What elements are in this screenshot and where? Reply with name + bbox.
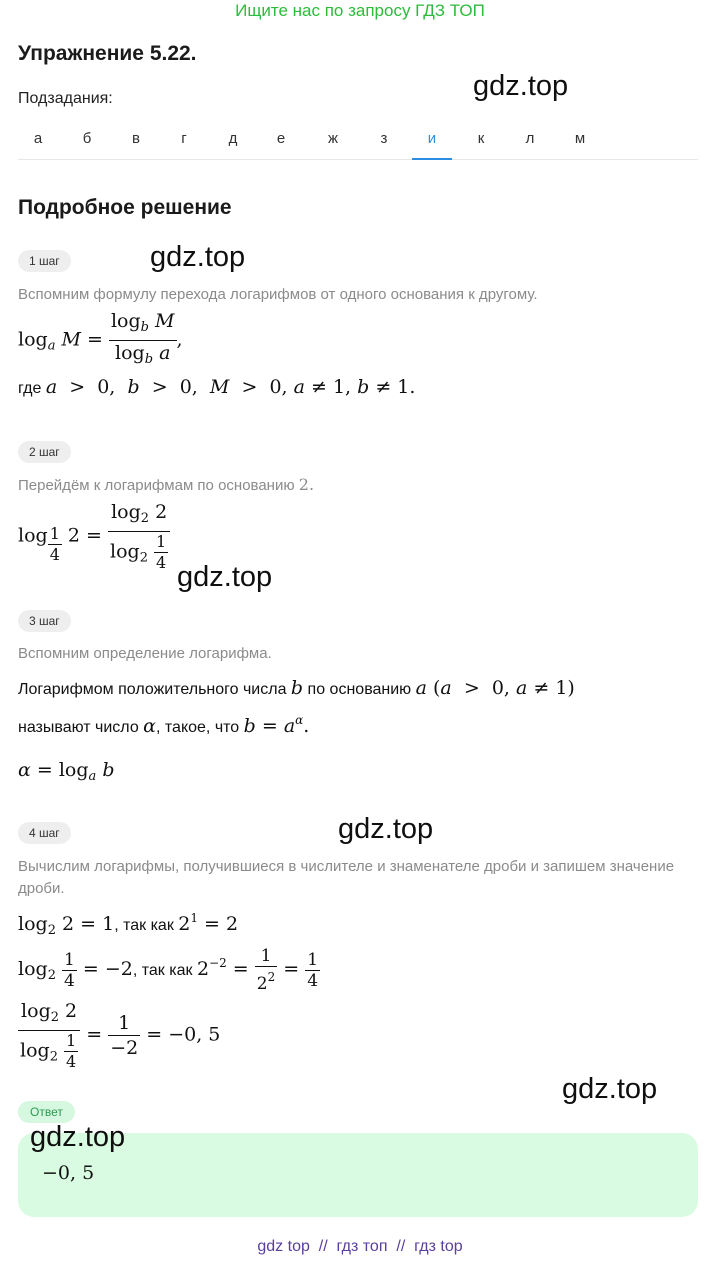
tab-b[interactable]: б bbox=[82, 130, 92, 147]
tab-d[interactable]: д bbox=[228, 130, 238, 147]
step-1-badge: 1 шаг bbox=[18, 250, 71, 272]
answer-badge: Ответ bbox=[18, 1101, 75, 1123]
subtasks-label: Подзадания: bbox=[18, 90, 113, 107]
log2-quarter-line: $\log_2$ $\frac{1}{4}$ = −2, так как $2^{-2}$ = $\frac{1}{2^2}$ = $\frac{1}{4}$ bbox=[18, 946, 319, 994]
log-change-base-formula: $\log_a M$ = $\frac{\log_b M}{\log_b a}$ , bbox=[18, 310, 183, 367]
step-4-hint: Вычислим логарифмы, получившиеся в числителе и знаменателе дроби и запишем значение дроби. bbox=[18, 858, 675, 897]
step-3-hint: Вспомним определение логарифма. bbox=[18, 645, 272, 662]
tab-v[interactable]: в bbox=[132, 130, 140, 147]
watermark: gdz.top bbox=[338, 813, 434, 845]
solution-title: Подробное решение bbox=[18, 196, 232, 219]
log2-2-line: $\log_2 2 = 1$, так как $2^1 = 2$ bbox=[18, 911, 239, 938]
log-definition-line-1: Логарифмом положительного числа b по основанию a (a > 0, a ≠ 1) bbox=[18, 677, 575, 699]
tab-z[interactable]: з bbox=[380, 130, 388, 147]
subtask-tabs bbox=[18, 124, 698, 160]
tab-a[interactable]: а bbox=[33, 130, 43, 147]
watermark: gdz.top bbox=[150, 241, 246, 273]
fraction-result: $\log_2 2$ $\log_2$ $\frac{1}{4}$ = $\frac{1}{-2}$ = −0, 5 bbox=[20, 1000, 221, 1071]
step-2-badge: 2 шаг bbox=[18, 441, 71, 463]
tab-e[interactable]: е bbox=[276, 130, 286, 147]
watermark: gdz.top bbox=[562, 1073, 658, 1105]
footer-links[interactable]: gdz top // гдз топ // гдз top bbox=[257, 1238, 463, 1255]
step-1-hint: Вспомним формулу перехода логарифмов от одного основания к другому. bbox=[18, 286, 538, 303]
alpha-equals-log: $\alpha = \log_a b$ bbox=[18, 759, 115, 784]
answer-value: −0, 5 bbox=[42, 1162, 95, 1184]
step-4-badge: 4 шаг bbox=[18, 822, 71, 844]
watermark: gdz.top bbox=[473, 70, 569, 102]
where-text: где bbox=[18, 380, 42, 397]
watermark: gdz.top bbox=[177, 561, 273, 593]
step-2-formula: log $\frac{1}{4}$ 2 = $\log_2 2$ $\log_2$ $\frac{1}{4}$ bbox=[18, 500, 170, 573]
tab-g[interactable]: г bbox=[181, 130, 187, 147]
top-banner: Ищите нас по запросу ГДЗ ТОП bbox=[235, 1, 485, 20]
watermark: gdz.top bbox=[30, 1121, 126, 1153]
log-definition-line-2: называют число α, такое, что $b = a^\alpha$. bbox=[18, 713, 310, 737]
tab-l[interactable]: л bbox=[525, 130, 535, 147]
tab-k[interactable]: к bbox=[477, 130, 485, 147]
tab-i[interactable]: и bbox=[412, 124, 452, 160]
tab-zh[interactable]: ж bbox=[327, 130, 339, 147]
step-2-hint: Перейдём к логарифмам по основанию 2. bbox=[18, 475, 315, 494]
tab-m[interactable]: м bbox=[574, 130, 586, 147]
exercise-title: Упражнение 5.22. bbox=[18, 42, 197, 65]
step-3-badge: 3 шаг bbox=[18, 610, 71, 632]
conditions-line: где a > 0, b > 0, M > 0, a ≠ 1, b ≠ 1. bbox=[18, 376, 416, 398]
